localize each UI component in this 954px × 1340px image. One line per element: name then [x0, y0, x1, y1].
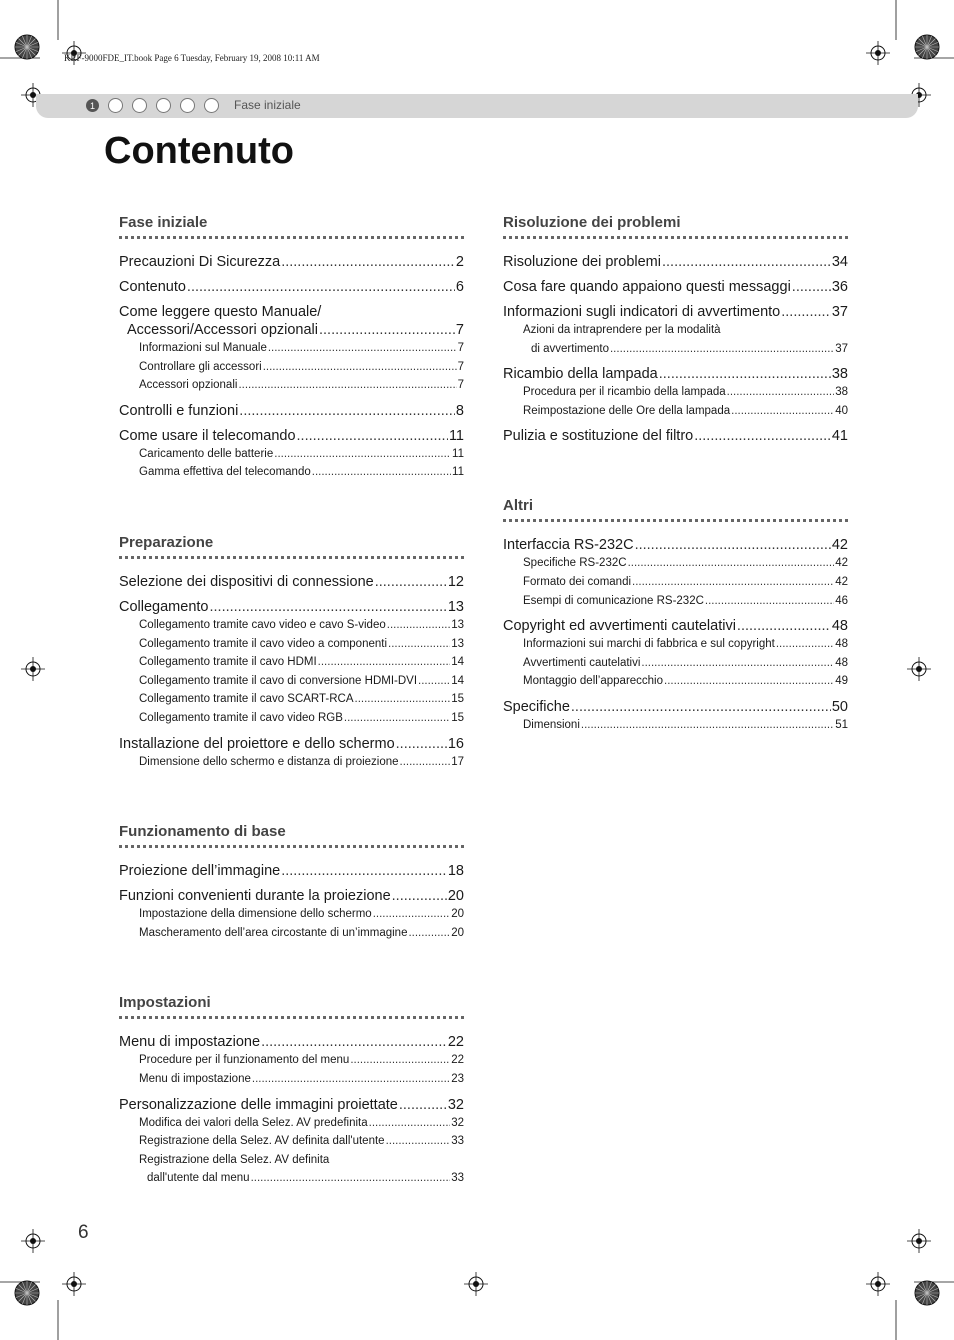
toc-entry-page: 13 — [447, 598, 464, 615]
chapter-dot — [108, 98, 123, 113]
toc-entry-label: Pulizia e sostituzione del filtro — [503, 428, 694, 445]
toc-entry-label: Informazioni sui marchi di fabbrica e sul copyright — [523, 638, 775, 651]
toc-entry-page: 51 — [835, 718, 848, 731]
chapter-dot — [180, 98, 195, 113]
toc-subentry-continued — [119, 1169, 464, 1188]
dot-leader — [350, 1051, 450, 1070]
dot-leader — [281, 862, 447, 880]
toc-entry-label: Montaggio dell’apparecchio — [523, 675, 664, 688]
toc-entry-page: 7 — [457, 342, 464, 354]
toc-entry-label: Collegamento tramite il cavo SCART-RCA — [139, 693, 354, 706]
toc-entry-label: Informazioni sul Manuale — [139, 342, 267, 354]
toc-entry — [503, 698, 848, 716]
toc-entry-page: 12 — [447, 573, 464, 590]
dot-leader — [268, 339, 457, 358]
chapter-dot — [132, 98, 147, 113]
dot-leader — [792, 278, 831, 296]
toc-entry-label: Avvertimenti cautelativi — [523, 656, 641, 669]
toc-entry-label: Collegamento tramite il cavo di conversione HDMI-DVI — [139, 674, 418, 687]
toc-subentry — [119, 1132, 464, 1151]
dot-leader — [418, 672, 450, 691]
toc-entry-label: dall'utente dal menu — [147, 1172, 250, 1185]
dotted-divider — [119, 236, 464, 239]
toc-entry — [119, 402, 464, 420]
toc-entry-page: 42 — [835, 557, 848, 570]
dot-leader — [251, 1169, 451, 1188]
toc-entry-label: Specifiche RS-232C — [523, 557, 627, 570]
dot-leader — [355, 690, 451, 709]
toc-entry-label: Precauzioni Di Sicurezza — [119, 254, 281, 270]
dot-leader — [274, 445, 451, 464]
dotted-divider — [119, 1016, 464, 1019]
toc-entry-label: Procedure per il funzionamento del menu — [139, 1054, 350, 1067]
toc-entry — [503, 253, 848, 271]
toc-entry-page: 46 — [835, 594, 848, 607]
chapter-dot-active: 1 — [86, 99, 99, 112]
toc-subentry — [119, 1070, 464, 1089]
toc-entry — [119, 278, 464, 296]
toc-subentry — [119, 1051, 464, 1070]
toc-entry-label: Azioni da intraprendere per la modalità — [523, 324, 721, 336]
toc-subentry — [503, 573, 848, 592]
toc-entry-page: 16 — [447, 735, 464, 752]
toc-entry-label: Caricamento delle batterie — [139, 447, 274, 460]
toc-subentry — [119, 905, 464, 924]
dot-leader — [252, 1070, 450, 1089]
toc-subentry — [503, 321, 848, 340]
toc-entry-continued — [119, 321, 464, 339]
toc-entry-label: Dimensione dello schermo e distanza di proiezione — [139, 755, 399, 768]
toc-entry — [503, 536, 848, 554]
dot-leader — [369, 1114, 451, 1133]
toc-subentry — [503, 654, 848, 673]
chapter-dot — [156, 98, 171, 113]
toc-subentry — [503, 672, 848, 691]
toc-entry — [503, 617, 848, 635]
dot-leader — [781, 303, 831, 321]
toc-entry-page: 41 — [831, 428, 848, 445]
toc-entry-label: Collegamento — [119, 598, 209, 615]
toc-entry — [119, 303, 464, 321]
dotted-divider — [119, 556, 464, 559]
toc-subentry — [119, 672, 464, 691]
toc-entry-label: Procedura per il ricambio della lampada — [523, 386, 726, 399]
dot-leader — [776, 635, 834, 654]
toc-entry — [119, 1096, 464, 1114]
dot-leader — [659, 365, 831, 383]
toc-entry-page: 34 — [831, 254, 848, 270]
toc-entry-page: 48 — [831, 618, 848, 635]
toc-entry-page: 37 — [831, 304, 848, 320]
toc-section — [503, 214, 848, 445]
dot-leader — [662, 253, 831, 271]
toc-subentry — [119, 753, 464, 772]
toc-subentry — [119, 616, 464, 635]
section-title: Impostazioni — [119, 994, 211, 1012]
toc-entry-page: 13 — [451, 637, 464, 650]
dot-leader — [187, 278, 455, 296]
toc-entry-label: Specifiche — [503, 698, 570, 715]
dot-leader — [400, 753, 451, 772]
toc-entry-label: Interfaccia RS-232C — [503, 537, 634, 554]
toc-entry-page: 11 — [448, 427, 464, 444]
toc-entry-label: Ricambio della lampada — [503, 366, 658, 383]
dot-leader — [319, 321, 455, 339]
toc-entry-label: Accessori opzionali — [139, 379, 238, 392]
toc-right-column — [503, 214, 848, 735]
toc-subentry — [503, 402, 848, 421]
toc-section — [119, 214, 464, 482]
dot-leader — [238, 376, 456, 395]
toc-entry-page: 11 — [452, 466, 464, 479]
header-label: Fase iniziale — [234, 98, 301, 112]
dot-leader — [396, 735, 447, 753]
toc-entry-page: 33 — [451, 1135, 464, 1148]
toc-section — [119, 994, 464, 1188]
toc-entry — [119, 427, 464, 445]
toc-entry-label: Selezione dei dispositivi di connessione — [119, 573, 374, 590]
toc-entry-page: 15 — [451, 693, 464, 706]
dot-leader — [387, 616, 450, 635]
dot-leader — [571, 698, 831, 716]
toc-entry-label: Risoluzione dei problemi — [503, 254, 661, 270]
toc-entry-page: 13 — [451, 618, 464, 631]
toc-entry-label: Copyright ed avvertimenti cautelativi — [503, 618, 736, 635]
dot-leader — [727, 383, 835, 402]
toc-entry-label: Impostazione della dimensione dello schermo — [139, 908, 372, 921]
toc-entry-label: Funzioni convenienti durante la proiezione — [119, 888, 391, 905]
toc-subentry — [119, 376, 464, 395]
toc-section — [119, 534, 464, 771]
dot-leader — [318, 653, 451, 672]
toc-entry — [119, 862, 464, 880]
toc-entry-page: 37 — [835, 342, 848, 355]
toc-entry — [503, 303, 848, 321]
toc-entry-page: 2 — [455, 254, 464, 270]
toc-entry-page: 32 — [447, 1096, 464, 1113]
toc-entry-page: 15 — [451, 711, 464, 724]
toc-entry-label: Cosa fare quando appaiono questi messaggi — [503, 279, 791, 295]
dotted-divider — [503, 519, 848, 522]
dot-leader — [737, 617, 831, 635]
toc-entry-page: 20 — [451, 926, 464, 939]
toc-entry-label: di avvertimento — [531, 342, 609, 355]
toc-entry-page: 6 — [455, 279, 464, 295]
toc-entry-page: 38 — [831, 366, 848, 383]
toc-entry-label: Controllare gli accessori — [139, 360, 262, 373]
chapter-indicator — [86, 98, 228, 113]
toc-entry — [119, 887, 464, 905]
toc-entry-page: 17 — [451, 755, 464, 768]
toc-left-column — [119, 214, 464, 1188]
section-title: Risoluzione dei problemi — [503, 214, 681, 231]
toc-entry-page: 14 — [451, 674, 464, 687]
toc-entry-page: 22 — [447, 1034, 464, 1051]
page-title: Contenuto — [104, 130, 294, 172]
toc-entry-label: Modifica dei valori della Selez. AV predefinita — [139, 1116, 368, 1129]
section-title: Preparazione — [119, 533, 214, 551]
toc-subentry — [119, 653, 464, 672]
toc-subentry — [119, 463, 464, 482]
section-title: Fase iniziale — [119, 214, 208, 231]
toc-entry-label: Collegamento tramite cavo video e cavo S-video — [139, 618, 386, 631]
dot-leader — [664, 672, 834, 691]
toc-entry-page: 23 — [451, 1072, 464, 1085]
dot-leader — [209, 598, 446, 616]
dot-leader — [694, 427, 831, 445]
dot-leader — [392, 887, 447, 905]
toc-entry-page: 20 — [447, 888, 464, 905]
dot-leader — [408, 924, 450, 943]
dot-leader — [399, 1096, 447, 1114]
toc-entry-label: Registrazione della Selez. AV definita dall'utente — [139, 1135, 385, 1148]
toc-subentry — [119, 1151, 464, 1170]
dot-leader — [632, 573, 834, 592]
dot-leader — [731, 402, 834, 421]
toc-entry-page: 7 — [457, 379, 464, 392]
toc-entry-page: 7 — [455, 322, 464, 338]
file-info-text: KRF-9000FDE_IT.book Page 6 Tuesday, February 19, 2008 10:11 AM — [64, 53, 320, 63]
chapter-dot — [204, 98, 219, 113]
dot-leader — [628, 554, 835, 573]
toc-entry-page: 40 — [835, 404, 848, 417]
toc-entry-label: Contenuto — [119, 279, 186, 295]
toc-entry-page: 36 — [831, 279, 848, 295]
toc-entry-page: 7 — [457, 360, 464, 373]
toc-subentry — [503, 635, 848, 654]
toc-entry-page: 20 — [451, 908, 464, 921]
toc-subentry — [119, 709, 464, 728]
toc-entry — [119, 1033, 464, 1051]
toc-entry-page: 11 — [452, 447, 464, 460]
toc-subentry-continued — [503, 340, 848, 359]
toc-subentry — [503, 554, 848, 573]
toc-subentry — [503, 383, 848, 402]
toc-entry-label: Personalizzazione delle immagini proiettate — [119, 1096, 398, 1113]
toc-entry-page: 32 — [451, 1116, 464, 1129]
dot-leader — [581, 716, 834, 735]
dot-leader — [635, 536, 831, 554]
dot-leader — [705, 592, 834, 611]
toc-entry-label: Menu di impostazione — [119, 1034, 261, 1051]
dot-leader — [373, 905, 451, 924]
chapter-header-bar — [36, 94, 918, 118]
dot-leader — [239, 402, 455, 420]
toc-entry-page: 42 — [835, 575, 848, 588]
toc-entry — [503, 278, 848, 296]
toc-subentry — [119, 690, 464, 709]
dot-leader — [281, 253, 455, 271]
toc-entry-page: 18 — [447, 863, 464, 880]
toc-entry-label: Dimensioni — [523, 718, 580, 731]
toc-entry-label: Come leggere questo Manuale/ — [119, 304, 322, 320]
toc-subentry — [119, 1114, 464, 1133]
toc-subentry — [119, 445, 464, 464]
toc-entry-page: 48 — [835, 656, 848, 669]
dot-leader — [375, 573, 447, 591]
toc-entry-label: Gamma effettiva del telecomando — [139, 466, 311, 479]
toc-entry-label: Collegamento tramite il cavo HDMI — [139, 656, 317, 669]
toc-entry — [119, 573, 464, 591]
toc-section — [119, 823, 464, 942]
toc-entry — [119, 598, 464, 616]
toc-entry-page: 14 — [451, 656, 464, 669]
toc-entry-label: Informazioni sugli indicatori di avvertimento — [503, 304, 781, 320]
toc-entry-page: 8 — [455, 402, 464, 419]
toc-subentry — [119, 924, 464, 943]
toc-entry-label: Registrazione della Selez. AV definita — [139, 1153, 330, 1166]
toc-subentry — [119, 339, 464, 358]
dot-leader — [344, 709, 450, 728]
dot-leader — [261, 1033, 447, 1051]
toc-entry-page: 33 — [451, 1172, 464, 1185]
dot-leader — [641, 654, 834, 673]
toc-entry-page: 49 — [835, 675, 848, 688]
toc-entry-label: Reimpostazione delle Ore della lampada — [523, 404, 731, 417]
toc-entry-label: Controlli e funzioni — [119, 402, 239, 419]
toc-entry-page: 38 — [835, 386, 848, 399]
page-number: 6 — [78, 1222, 89, 1243]
toc-entry-page: 48 — [835, 638, 848, 651]
toc-entry-label: Collegamento tramite il cavo video a componenti — [139, 637, 388, 650]
toc-entry-label: Installazione del proiettore e dello schermo — [119, 735, 395, 752]
dot-leader — [388, 635, 450, 654]
toc-entry-label: Accessori/Accessori opzionali — [127, 322, 318, 338]
toc-entry — [503, 427, 848, 445]
toc-entry — [119, 253, 464, 271]
toc-entry-label: Come usare il telecomando — [119, 427, 296, 444]
dot-leader — [312, 463, 451, 482]
toc-section — [503, 497, 848, 734]
toc-subentry — [119, 358, 464, 377]
toc-entry — [503, 365, 848, 383]
section-title: Altri — [503, 497, 533, 515]
toc-entry-page: 22 — [451, 1054, 464, 1067]
dot-leader — [386, 1132, 451, 1151]
toc-entry-label: Esempi di comunicazione RS-232C — [523, 594, 704, 607]
toc-entry-label: Proiezione dell’immagine — [119, 863, 281, 880]
dot-leader — [610, 340, 834, 359]
dot-leader — [297, 427, 448, 445]
toc-subentry — [503, 716, 848, 735]
dot-leader — [263, 358, 457, 377]
dotted-divider — [503, 236, 848, 239]
toc-entry-page: 50 — [831, 698, 848, 715]
toc-entry — [119, 735, 464, 753]
toc-entry-page: 42 — [831, 537, 848, 554]
toc-entry-label: Mascheramento dell’area circostante di un’immagine — [139, 926, 408, 939]
toc-entry-label: Menu di impostazione — [139, 1072, 251, 1085]
toc-entry-label: Collegamento tramite il cavo video RGB — [139, 711, 343, 724]
toc-subentry — [119, 635, 464, 654]
section-title: Funzionamento di base — [119, 823, 286, 841]
dotted-divider — [119, 845, 464, 848]
toc-entry-label: Formato dei comandi — [523, 575, 632, 588]
toc-subentry — [503, 592, 848, 611]
